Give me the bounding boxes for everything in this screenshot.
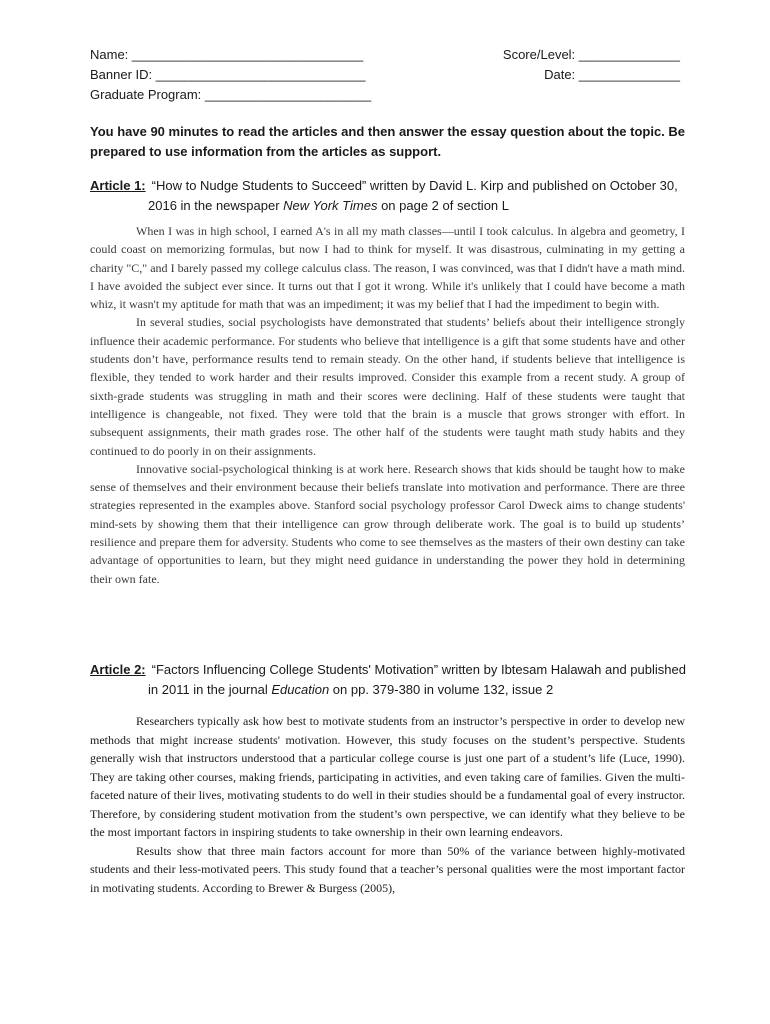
- article-1-label: Article 1:: [90, 178, 146, 193]
- article-2-citation-pre: in 2011 in the journal: [148, 682, 272, 697]
- article-2-paragraph: Researchers typically ask how best to motivate students from an instructor’s perspective in order to develop new methods that might increase students' motivation. However, this study focuses on the student’s perspective. Students generally wish that instructors understood that a particular college course is just one part of a student’s life (Luce, 1990). They are taking other courses, making friends, participating in activities, and even taking care of families. Given the multi-faceted nature of their lives, motivating students to do well in their studies should be a fundamental goal of every instructor. Therefore, by considering student motivation from the student’s own perspective, we can identify what they believe to be the most important factors in inspiring students to take ownership in their own learning endeavors.: [90, 714, 685, 839]
- article-2-label: Article 2:: [90, 662, 146, 677]
- article-1-paragraph: In several studies, social psychologists have demonstrated that students’ beliefs about their intelligence strongly influence their academic performance. For students who believe that intelligence is a gift that some students have and other students don’t have, performance results tend to remain steady. On the other hand, if students believe that intelligence is flexible, they tended to work harder and their results improved. Consider this example from a recent study. A group of sixth-grade students was struggling in math and their scores were declining. Half of these students were taught that intelligence is changeable, not fixed. They were told that the brain is a muscle that grows stronger with effort. In subsequent assignments, their math grades rose. The other half of the students were taught math study habits and they continued to do poorly in on their assignments.: [90, 315, 685, 458]
- article-2-citation-post: on pp. 379-380 in volume 132, issue 2: [329, 682, 554, 697]
- article-2-source: Education: [271, 682, 330, 697]
- article-1-citation-post: on page 2 of section L: [377, 198, 509, 213]
- name-field[interactable]: Name: ________________________________: [90, 47, 364, 62]
- student-info-fields: [90, 45, 371, 105]
- article-2-heading: [90, 660, 690, 700]
- article-1-paragraph: Innovative social-psychological thinking is at work here. Research shows that kids should be taught how to make sense of themselves and their environment because their beliefs translate into motivation and performance. There are three strategies represented in the examples above. Stanford social psychology professor Carol Dweck aims to change students' mind-sets by showing them that their intelligence can grow through deliberate work. The goal is to build up students’ resilience and prepare them for adversity. Students who come to see themselves as the masters of their own destiny can take advantage of opportunities to learn, but they might need guidance in understanding the power they hold in determining their own fate.: [90, 461, 685, 586]
- article-2-citation-line1: “Factors Influencing College Students' Motivation” written by Ibtesam Halawah and published: [151, 662, 686, 677]
- banner-id-field[interactable]: Banner ID: _____________________________: [90, 67, 366, 82]
- article-1-citation-line2: [90, 196, 690, 216]
- article-2-citation-line2: [90, 680, 690, 700]
- article-1-source: New York Times: [283, 198, 378, 213]
- graduate-program-field[interactable]: Graduate Program: _______________________: [90, 87, 372, 102]
- instructions: You have 90 minutes to read the articles and then answer the essay question about the topic. Be prepared to use information from the articles as support.: [90, 124, 686, 159]
- article-1-citation-pre: 2016 in the newspaper: [148, 198, 284, 213]
- score-level-field[interactable]: Score/Level: ______________: [502, 47, 680, 62]
- article-1-heading: [90, 176, 690, 216]
- article-2-paragraph: Results show that three main factors account for more than 50% of the variance between highly-motivated students and their less-motivated peers. This study found that a teacher’s personal qualities were the most important factor in motivating students. According to Brewer & Burgess (2005),: [90, 843, 685, 895]
- article-2-body: [90, 712, 685, 897]
- article-1-citation-line1: “How to Nudge Students to Succeed” written by David L. Kirp and published on October 30,: [151, 178, 678, 193]
- article-1-paragraph: When I was in high school, I earned A's in all my math classes—until I took calculus. In algebra and geometry, I could coast on memorizing formulas, but now I had to think for myself. It was disastrous, culminating in my getting a charity "C," and I barely passed my college calculus class. The reason, I was convinced, was that I didn't have a math mind. I have avoided the subject ever since. It turns out that I got it wrong. While it's unlikely that I could have become a math whiz, it wasn't my aptitude for math that was an impediment; it was my belief that I had the impediment to begin with.: [90, 224, 685, 312]
- date-field[interactable]: Date: ______________: [544, 67, 680, 82]
- score-info-fields: [503, 45, 680, 85]
- article-1-body: [90, 222, 685, 588]
